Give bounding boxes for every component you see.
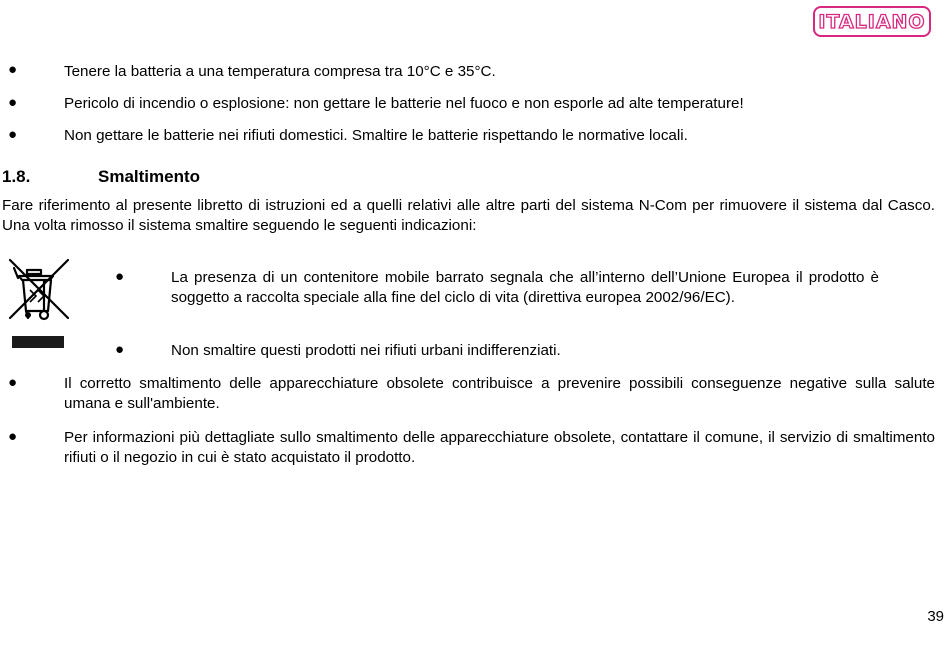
safety-bullet-3: Non gettare le batterie nei rifiuti domestici. Smaltire le batterie rispettando le normative locali. — [64, 127, 688, 144]
bullet-icon: ● — [115, 341, 125, 358]
bullet-icon: ● — [8, 374, 18, 391]
bullet-icon: ● — [8, 126, 18, 143]
section-title: Smaltimento — [98, 167, 201, 186]
bullet-icon: ● — [115, 268, 125, 285]
section-number: 1.8. — [2, 167, 31, 186]
weee-bullet-1: La presenza di un contenitore mobile barrato segnala che all’interno dell’Unione Europea il prodotto è soggetto a raccolta speciale alla fine del ciclo di vita (direttiva europea 2002/96/EC). — [171, 269, 879, 306]
disposal-bullet-2: Per informazioni più dettagliate sullo smaltimento delle apparecchiature obsolete, contattare il comune, il servizio di smaltimento rifiuti o il negozio in cui è stato acquistato il prodotto. — [64, 429, 935, 466]
disposal-bullet-1: Il corretto smaltimento delle apparecchiature obsolete contribuisce a prevenire possibili conseguenze negative sulla salute umana e sull'ambiente. — [64, 375, 935, 412]
bullet-icon: ● — [8, 61, 18, 78]
section-intro: Fare riferimento al presente libretto di istruzioni ed a quelli relativi alle altre parti del sistema N-Com per rimuovere il sistema dal Casco. Una volta rimosso il sistema smaltire seguendo le seguenti indicazioni: — [2, 197, 935, 234]
page-number: 39 — [927, 608, 944, 625]
safety-bullet-1: Tenere la batteria a una temperatura compresa tra 10°C e 35°C. — [64, 63, 496, 80]
safety-bullet-2: Pericolo di incendio o esplosione: non gettare le batterie nel fuoco e non esporle ad alte temperature! — [64, 95, 744, 112]
italiano-language-badge — [813, 6, 931, 37]
bullet-icon: ● — [8, 94, 18, 111]
bullet-icon: ● — [8, 428, 18, 445]
weee-bullet-2: Non smaltire questi prodotti nei rifiuti urbani indifferenziati. — [171, 342, 561, 359]
language-badge-label: ITALIANO — [818, 10, 926, 33]
crossed-out-wheelie-bin-icon — [8, 256, 70, 352]
